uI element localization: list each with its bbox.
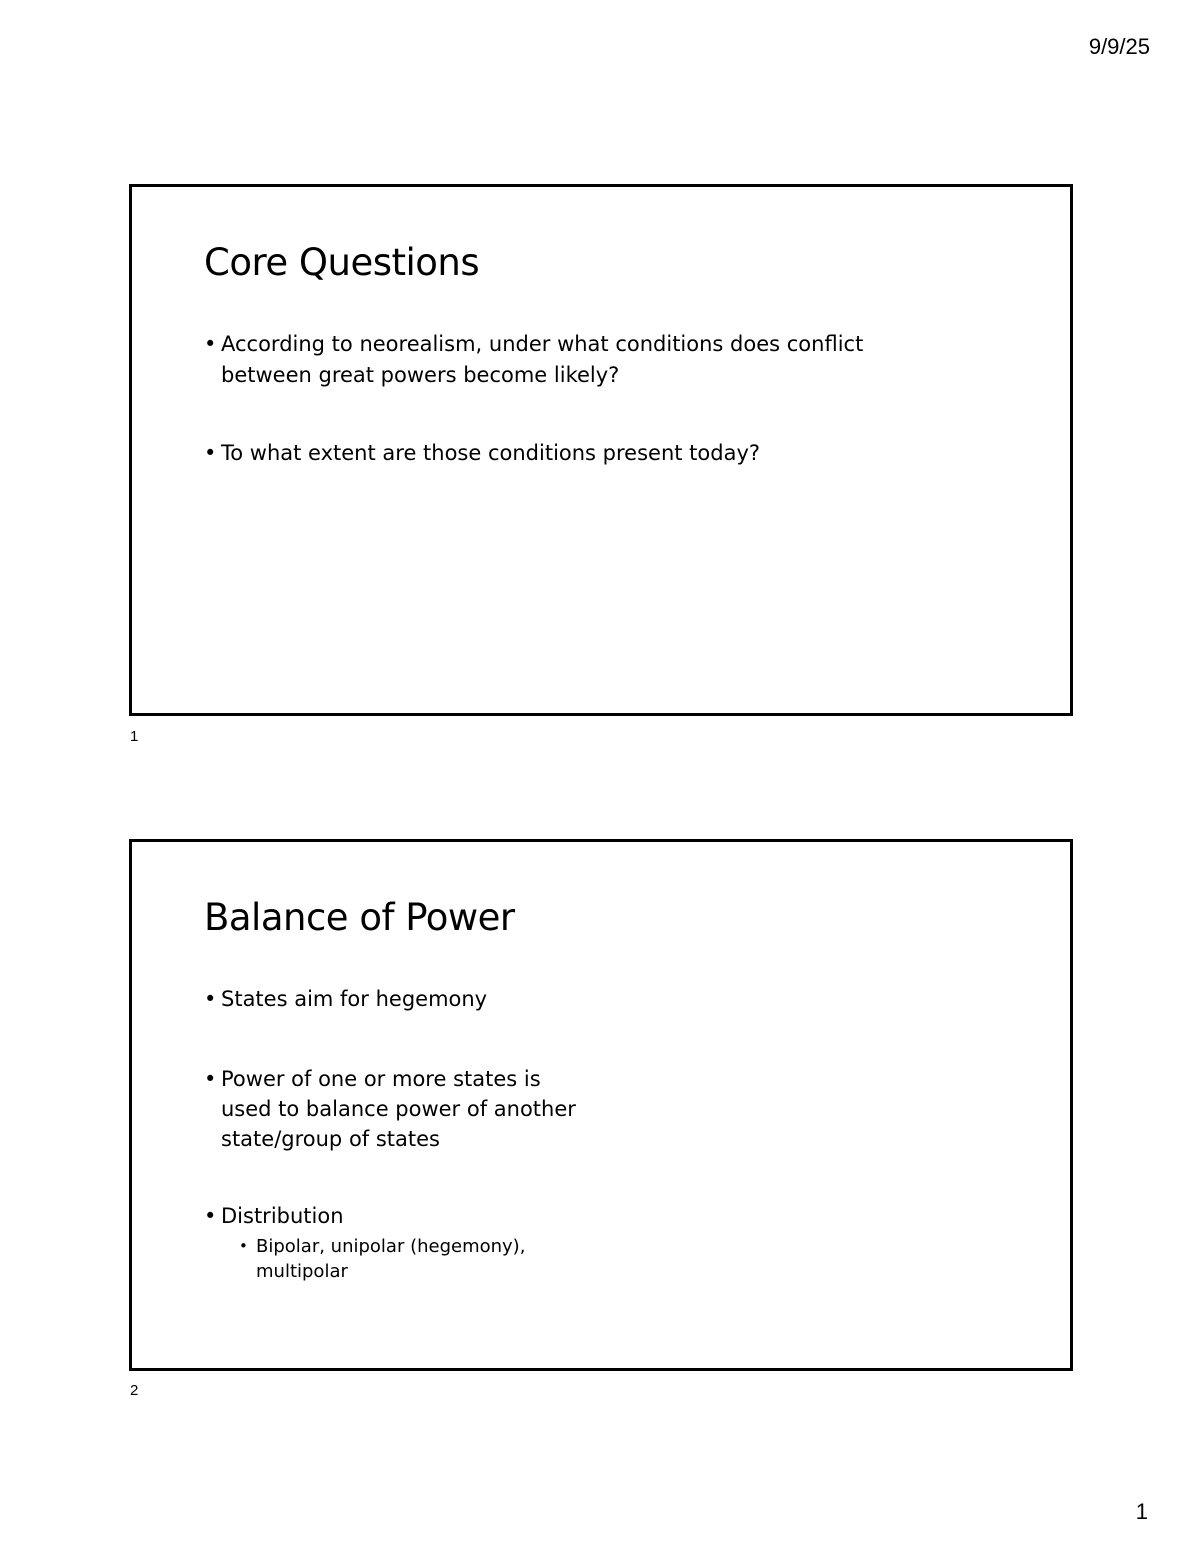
bullet-list bbox=[204, 984, 581, 1284]
bullet-text: Distribution bbox=[221, 1204, 344, 1228]
bullet-item bbox=[204, 1201, 581, 1284]
bullet-item: • According to neorealism, under what conditions does conflict between great powers become likely? bbox=[204, 329, 921, 391]
sub-bullet-item: • Bipolar, unipolar (hegemony), multipolar bbox=[239, 1234, 556, 1284]
handout-date: 9/9/25 bbox=[1088, 34, 1150, 59]
slide-number-label: 1 bbox=[130, 728, 139, 745]
slide-2 bbox=[129, 839, 1073, 1371]
bullet-item: • States aim for hegemony bbox=[204, 984, 581, 1015]
bullet-list bbox=[204, 329, 921, 469]
bullet-item: • Power of one or more states is used to balance power of another state/group of states bbox=[204, 1064, 581, 1154]
bullet-item: • To what extent are those conditions present today? bbox=[204, 438, 921, 469]
sub-bullet-list bbox=[221, 1234, 581, 1284]
slide-1 bbox=[129, 184, 1073, 716]
page-number: 1 bbox=[1135, 1499, 1148, 1524]
slide-title: Balance of Power bbox=[204, 896, 515, 939]
slide-title: Core Questions bbox=[204, 241, 480, 284]
slide-number-label: 2 bbox=[130, 1382, 139, 1399]
